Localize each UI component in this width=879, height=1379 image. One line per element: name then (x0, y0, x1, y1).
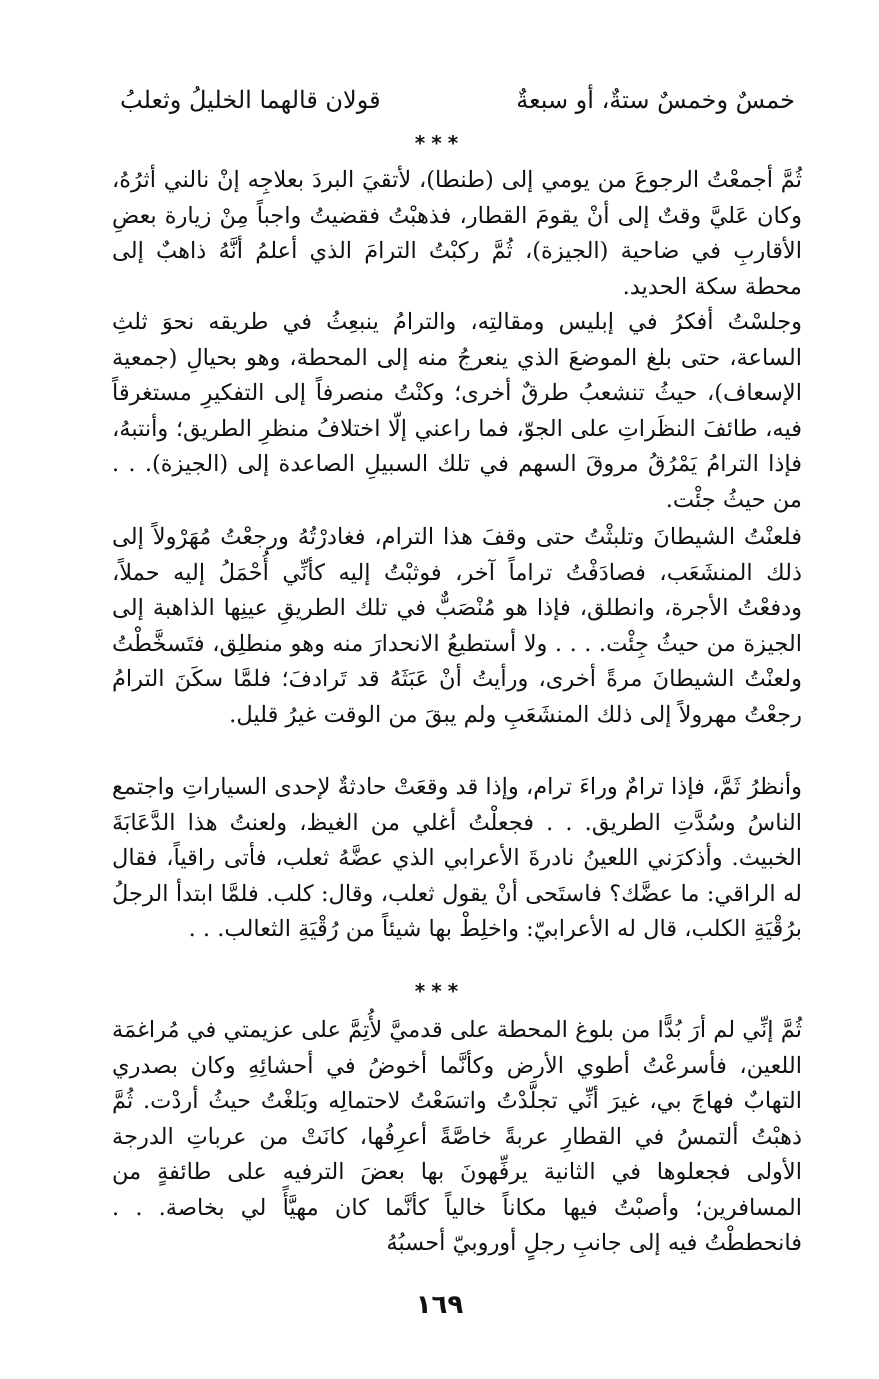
paragraph-5: ثُمَّ إنِّي لم أرَ بُدًّا من بلوغ المحطة على قدميَّ لأُتِمَّ على عزيمتي في مُراغمَة اللعين، فأسرعْتُ أطوي الأرض وكأنَّما أخوضُ في أحشائِهِ وكان بصدري التهابٌ فهاجَ بي، غيرَ أنِّي تجلَّدْتُ واتسَعْتُ لاحتمالِه وبَلغْتُ حيثُ أردْت. ثُمَّ ذهبْتُ ألتمسُ في القطارِ عربةً خاصَّةً أعرِفُها، كانَتْ من عرباتِ الدرجة الأولى فجعلوها في الثانية يرفِّهونَ بها بعضَ الترفيه على طائفةٍ من المسافرين؛ وأصبْتُ فيها مكاناً خالياً كأنَّما كان مهيَّأً لي بخاصة. . . فانحططْتُ فيه إلى جانبِ رجلٍ أوروبيّ أحسبُهُ (112, 1017, 802, 1256)
section-separator-2: *** (414, 979, 465, 1003)
poetry-verse (120, 80, 795, 120)
verse-second-hemistich: قولان قالهما الخليلُ وثعلبُ (120, 86, 381, 114)
paragraph-2: وجلسْتُ أفكرُ في إبليس ومقالتِه، والترامُ ينبعِثُ في طريقه نحوَ ثلثِ الساعة، حتى بلغ الموضعَ الذي ينعرجُ منه إلى المحطة، وهو بحيالِ (جمعية الإسعاف)، حيثُ تنشعبُ طرقٌ أخرى؛ وكنْتُ منصرفاً إلى التفكيرِ مستغرقاً فيه، طائفَ النظَراتِ على الجوّ، فما راعني إلّا اختلافُ منظرِ الطريق؛ وأنتبهُ، فإذا الترامُ يَمْرُقُ مروقَ السهم في تلك السبيلِ الصاعدة إلى (الجيزة). . . من حيثُ جئْت. (112, 309, 802, 513)
page-number: ١٦٩ (415, 1290, 464, 1320)
section-separator: *** (414, 131, 465, 155)
verse-first-hemistich: خمسٌ وخمسٌ ستةٌ، أو سبعةٌ (516, 86, 795, 114)
paragraph-4: وأنظرُ ثَمَّ، فإذا ترامٌ وراءَ ترام، وإذا قد وقعَتْ حادثةٌ لإحدى السياراتِ واجتمع الناسُ وسُدَّتِ الطريق. . . فجعلْتُ أغلي من الغيظ، ولعنتُ هذا الدَّعَابَةَ الخبيث. وأذكرَني اللعينُ نادرةَ الأعرابي الذي عضَّهُ ثعلب، فأتى راقياً، فقال له الراقي: ما عضَّك؟ فاستَحى أنْ يقول ثعلب، وقال: كلب. فلمَّا ابتدأ الرجلُ برُقْيَةِ الكلب، قال له الأعرابيّ: واخلِطْ بها شيئاً من رُقْيَةِ الثعالب. . . (112, 774, 802, 942)
paragraph-3: فلعنْتُ الشيطانَ وتلبثْتُ حتى وقفَ هذا الترام، فغادرْتُهُ ورجعْتُ مُهَرْولاً إلى ذلك المنشَعَب، فصادَفْتُ تراماً آخر، فوثبْتُ إليه كأنِّي أُحْمَلُ إليه حملاً، ودفعْتُ الأجرة، وانطلق، فإذا هو مُنْصَبٌّ في تلك الطريقِ عينِها الذاهبة إلى الجيزة من حيثُ جِئْت. . . . ولا أستطيعُ الانحدارَ منه وهو منطلِق، فتَسخَّطْتُ ولعنْتُ الشيطانَ مرةً أخرى، ورأيتُ أنْ عَبَثَهُ قد تَرادفَ؛ فلمَّا سكَنَ الترامُ رجعْتُ مهرولاً إلى ذلك المنشَعَبِ ولم يبقَ من الوقت غيرُ قليل. (112, 524, 802, 728)
paragraph-1: ثُمَّ أجمعْتُ الرجوعَ من يومي إلى (طنطا)، لأتقيَ البردَ بعلاجِه إنْ نالني أثرُهُ، وكان عَليَّ وقتٌ إلى أنْ يقومَ القطار، فذهبْتُ فقضيتُ واجباً مِنْ زيارة بعضِ الأقاربِ في ضاحية (الجيزة)، ثُمَّ ركبْتُ الترامَ الذي أعلمُ أنَّهُ ذاهبٌ إلى محطة سكة الحديد. (112, 167, 802, 300)
